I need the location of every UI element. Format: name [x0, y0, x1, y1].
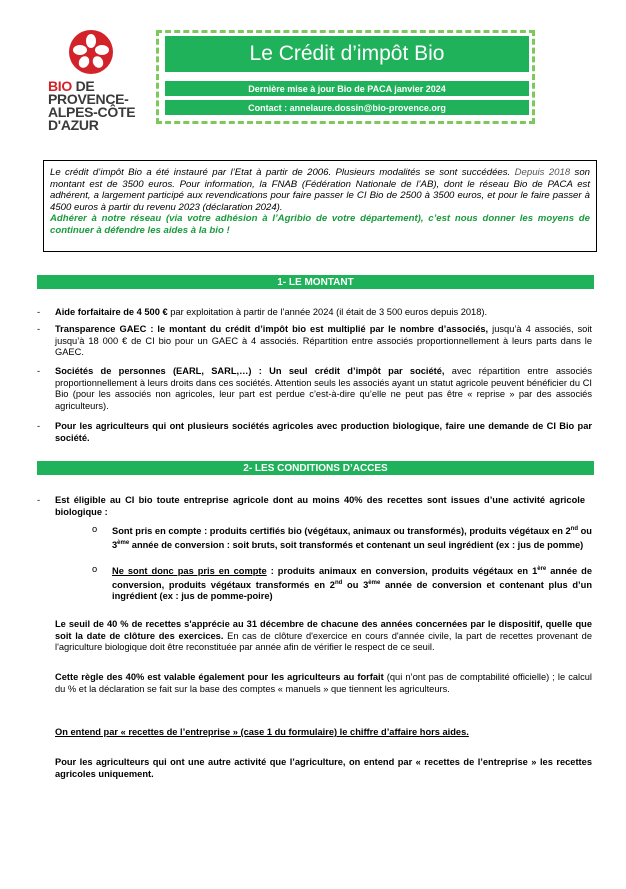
update-line: Dernière mise à jour Bio de PACA janvier 2024 — [165, 81, 529, 96]
section-2-sub-1: Sont pris en compte : produits certifiés bio (végétaux, animaux ou transformés), produits végétaux en 2nd ou 3ème année de conversion : soit bruts, soit transformés et contenant un seul ingrédient (ex : jus de pomme) — [112, 526, 592, 550]
section-2-bullet-1: Est éligible au CI bio toute entreprise agricole dont au moins 40% des recettes sont issues d’une activité agricole biologique : — [55, 495, 585, 517]
bullet-dash: - — [37, 307, 41, 317]
bullet-dash: - — [37, 324, 41, 334]
contact-line: Contact : annelaure.dossin@bio-provence.org — [165, 100, 529, 115]
intro-call-to-action: Adhérer à notre réseau (via votre adhésion à l’Agribio de votre département), c’est nous donner les moyens de continuer à défendre les aides à la bio ! — [50, 213, 590, 236]
section-1-bullet-2: Transparence GAEC : le montant du crédit d’impôt bio est multiplié par le nombre d’associés, jusqu’à 4 associés, soit jusqu’à 18 000 € de CI bio pour un GAEC à 4 associés. Répartition entre associés proportionnellement à leurs parts dans le GAEC. — [55, 324, 592, 357]
section-1-bullet-1: Aide forfaitaire de 4 500 € par exploitation à partir de l’année 2024 (il était de 3 500 euros depuis 2018). — [55, 307, 488, 317]
section-1-bullet-4: Pour les agriculteurs qui ont plusieurs sociétés agricoles avec production biologique, faire une demande de CI Bio par société. — [55, 421, 592, 443]
other-activity-paragraph: Pour les agriculteurs qui ont une autre activité que l’agriculture, on entend par « recettes de l’entreprise » les recettes agricoles uniquement. — [55, 757, 592, 779]
bullet-circle: o — [92, 564, 98, 574]
intro-box — [43, 160, 597, 252]
bullet-dash: - — [37, 366, 41, 376]
section-1-title: 1- LE MONTANT — [37, 275, 594, 289]
logo — [48, 28, 138, 138]
page-title: Le Crédit d’impôt Bio — [165, 36, 529, 72]
section-2-title: 2- LES CONDITIONS D’ACCES — [37, 461, 594, 475]
bullet-dash: - — [37, 495, 41, 505]
threshold-paragraph: Le seuil de 40 % de recettes s'apprécie au 31 décembre de chacune des années concernées par le dispositif, quelle que soit la date de clôture des exercices. En cas de clôture d'exercice en cours d'année civile, la part de recettes provenant de l'agriculture biologique doit être reconstituée par année afin de vérifier le respect de ce seuil. — [55, 619, 592, 652]
intro-paragraph: Le crédit d’impôt Bio a été instauré par l’Etat à partir de 2006. Plusieurs modalités se sont succédées. Depuis 2018 son montant est de 3500 euros. Pour information, la FNAB (Fédération Nationale de l’AB), dont le réseau Bio de PACA est adhérent, a largement participé aux revendications pour faire passer le CI Bio de 2500 à 3500 euros, et pour le faire passer à 4500 euros à partir du revenu 2023 (déclaration 2024). — [50, 167, 591, 213]
bullet-circle: o — [92, 524, 98, 534]
section-1-bullet-3: Sociétés de personnes (EARL, SARL,…) : Un seul crédit d’impôt par société, avec répartition entre associés proportionnellement à leurs droits dans ces sociétés. Attention seuls les associés ayant un statut agricole peuvent bénéficier du CI Bio (pour les associés non agricoles, leur part est perdue c’est-à-dire qu’elle ne peut pas être « reprise » par des associés agriculteurs). — [55, 366, 592, 411]
forfait-paragraph: Cette règle des 40% est valable également pour les agriculteurs au forfait (qui n’ont pas de comptabilité officielle) ; le calcul du % et la déclaration se fait sur la base des comptes « manuels » que tiennent les agriculteurs. — [55, 672, 592, 694]
logo-text: BIO DE PROVENCE- ALPES-CÔTE D'AZUR — [48, 78, 136, 133]
section-2-sub-2: Ne sont donc pas pris en compte : produits animaux en conversion, produits végétaux en 1ère année de conversion, produits végétaux transformés en 2nd ou 3ème année de conversion et contenant plus d’un ingrédient (ex : jus de pomme-poire) — [112, 566, 592, 602]
bullet-dash: - — [37, 421, 41, 431]
flower-logo-icon — [66, 28, 116, 76]
definition-paragraph: On entend par « recettes de l’entreprise » (case 1 du formulaire) le chiffre d’affaire hors aides. — [55, 727, 469, 737]
